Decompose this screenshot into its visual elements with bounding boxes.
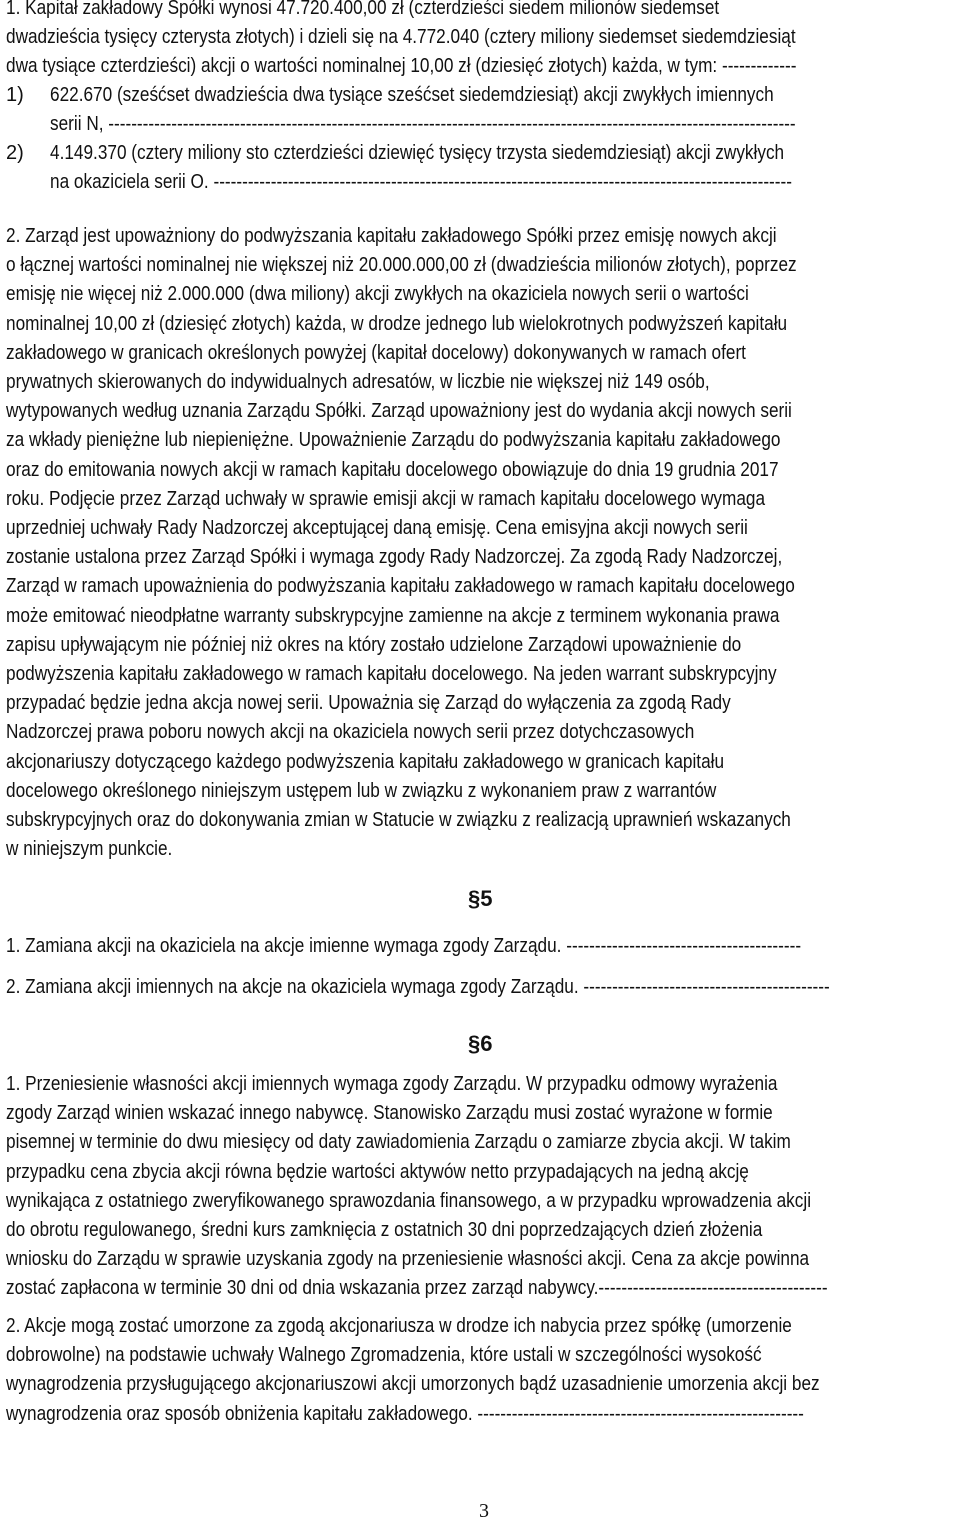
section-5-heading: §5 bbox=[468, 886, 493, 911]
para2-line-13: Zarząd w ramach upoważnienia do podwyższania kapitału zakładowego w ramach kapitału docelowego bbox=[6, 575, 795, 598]
para2-line-12: zostanie ustalona przez Zarząd Spółki i wymaga zgody Rady Nadzorczej. Za zgodą Rady Nadzorczej, bbox=[6, 546, 783, 569]
para1-line-2: dwadzieścia tysięcy czterysta złotych) i dzieli się na 4.772.040 (cztery miliony siedemset siedemdziesiąt bbox=[6, 26, 796, 48]
para2-line-10: roku. Podjęcie przez Zarząd uchwały w sprawie emisji akcji w ramach kapitału docelowego wymaga bbox=[6, 487, 766, 510]
section6-p1-line-6: do obrotu regulowanego, średni kurs zamknięcia z ostatnich 30 dni poprzedzających dzień złożenia bbox=[6, 1219, 763, 1241]
para2-line-21: subskrypcyjnych oraz do dokonywania zmian w Statucie w związku z realizacją uprawnień wskazanych bbox=[6, 809, 791, 831]
section6-p1-line-4: przypadku cena zbycia akcji równa będzie wartości aktywów netto przypadających na jedną akcję bbox=[6, 1160, 749, 1183]
section6-p2-line-1: 2. Akcje mogą zostać umorzone za zgodą akcjonariusza w drodze ich nabycia przez spółkę (umorzenie bbox=[6, 1315, 792, 1337]
item-1-number: 1) bbox=[6, 84, 24, 106]
para2-line-22: w niniejszym punkcie. bbox=[6, 838, 173, 861]
para2-line-7: wytypowanych według uznania Zarządu Spółki. Zarząd upoważniony jest do wydania akcji nowych serii bbox=[6, 400, 792, 423]
para2-line-15: zapisu upływającym nie później niż okres na który zostało udzielone Zarządowi upoważnienie do bbox=[6, 633, 742, 656]
para2-line-18: Nadzorczej prawa poboru nowych akcji na okaziciela nowych serii przez dotychczasowych bbox=[6, 721, 695, 744]
item-1-line-2: serii N, ------------------------------------------------------------------------------------------------------------------------ bbox=[50, 113, 796, 135]
para2-line-11: uprzedniej uchwały Rady Nadzorczej akceptującej daną emisję. Cena emisyjna akcji nowych serii bbox=[6, 517, 748, 539]
item-2-line-2: na okaziciela serii O. ----------------------------------------------------------------------------------------------------- bbox=[50, 171, 792, 193]
para2-line-2: o łącznej wartości nominalnej nie większej niż 20.000.000,00 zł (dwadzieścia milionów złotych), poprzez bbox=[6, 254, 797, 277]
para2-line-6: prywatnych skierowanych do indywidualnych adresatów, w liczbie nie większej niż 149 osób, bbox=[6, 371, 710, 393]
page-number: 3 bbox=[479, 1500, 489, 1522]
para2-line-19: akcjonariuszy dotyczącego każdego podwyższenia kapitału zakładowego w granicach kapitału bbox=[6, 750, 725, 773]
para2-line-3: emisję nie więcej niż 2.000.000 (dwa miliony) akcji zwykłych na okaziciela nowych serii o wartości bbox=[6, 283, 749, 306]
section6-p2-line-3: wynagrodzenia przysługującego akcjonariuszowi akcji umorzonych bądź uzasadnienie umorzenia akcji bez bbox=[6, 1373, 820, 1396]
item-2-line-1: 4.149.370 (cztery miliony sto czterdzieści dziewięć tysięcy trzysta siedemdziesiąt) akcji zwykłych bbox=[50, 142, 785, 164]
para2-line-8: za wkłady pieniężne lub niepieniężne. Upoważnienie Zarządu do podwyższania kapitału zakładowego bbox=[6, 429, 781, 452]
section-6-heading: §6 bbox=[468, 1031, 493, 1056]
para2-line-4: nominalnej 10,00 zł (dziesięć złotych) każda, w drodze jednego lub wielokrotnych podwyższeń kapitału bbox=[6, 312, 788, 335]
section6-p2-line-2: dobrowolne) na podstawie uchwały Walnego Zgromadzenia, które ustali w szczególności wysokość bbox=[6, 1344, 762, 1367]
para2-line-17: przypadać będzie jedna akcja nowej serii. Upoważnia się Zarząd do wyłączenia za zgodą Rady bbox=[6, 692, 731, 715]
section6-p1-line-3: pisemnej w terminie do dwu miesięcy od daty zawiadomienia Zarządu o zamiarze zbycia akcji. W takim bbox=[6, 1131, 791, 1154]
section-5-point-2: 2. Zamiana akcji imiennych na akcje na okaziciela wymaga zgody Zarządu. ------------------------------------------- bbox=[6, 976, 830, 998]
para2-line-1: 2. Zarząd jest upoważniony do podwyższania kapitału zakładowego Spółki przez emisję nowych akcji bbox=[6, 225, 777, 247]
item-1-line-1: 622.670 (sześćset dwadzieścia dwa tysiące sześćset siedemdziesiąt) akcji zwykłych imiennych bbox=[50, 84, 774, 106]
para1-line-3: dwa tysiące czterdzieści) akcji o wartości nominalnej 10,00 zł (dziesięć złotych) każda, w tym: ------------- bbox=[6, 55, 797, 77]
section-5-point-1: 1. Zamiana akcji na okaziciela na akcje imienne wymaga zgody Zarządu. ----------------------------------------- bbox=[6, 935, 802, 957]
section6-p1-line-2: zgody Zarząd winien wskazać innego nabywcę. Stanowisko Zarządu musi zostać wyrażone w formie bbox=[6, 1102, 773, 1125]
item-2-number: 2) bbox=[6, 142, 24, 164]
para2-line-20: docelowego określonego niniejszym ustępem lub w związku z wykonaniem praw z warrantów bbox=[6, 779, 717, 802]
para2-line-9: oraz do emitowania nowych akcji w ramach kapitału docelowego obowiązuje do dnia 19 grudnia 2017 bbox=[6, 458, 779, 481]
para2-line-16: podwyższenia kapitału zakładowego w ramach kapitału docelowego. Na jeden warrant subskrypcyjny bbox=[6, 663, 777, 685]
section6-p1-line-1: 1. Przeniesienie własności akcji imiennych wymaga zgody Zarządu. W przypadku odmowy wyrażenia bbox=[6, 1073, 778, 1095]
section6-p1-line-8: zostać zapłacona w terminie 30 dni od dnia wskazania przez zarząd nabywcy.---------------------------------------- bbox=[6, 1277, 828, 1300]
para2-line-14: może emitować nieodpłatne warranty subskrypcyjne zamienne na akcje z terminem wykonania prawa bbox=[6, 604, 780, 627]
para1-line-1: 1. Kapitał zakładowy Spółki wynosi 47.720.400,00 zł (czterdzieści siedem milionów siedemset bbox=[6, 0, 720, 19]
section6-p2-line-4: wynagrodzenia oraz sposób obniżenia kapitału zakładowego. --------------------------------------------------------- bbox=[6, 1402, 804, 1425]
section6-p1-line-5: wynikająca z ostatniego zweryfikowanego sprawozdania finansowego, a w przypadku wprowadzenia akcji bbox=[6, 1189, 812, 1212]
para2-line-5: zakładowego w granicach określonych powyżej (kapitał docelowy) dokonywanych w ramach ofert bbox=[6, 341, 746, 364]
section6-p1-line-7: wniosku do Zarządu w sprawie uzyskania zgody na przeniesienie własności akcji. Cena za akcje powinna bbox=[6, 1248, 810, 1271]
